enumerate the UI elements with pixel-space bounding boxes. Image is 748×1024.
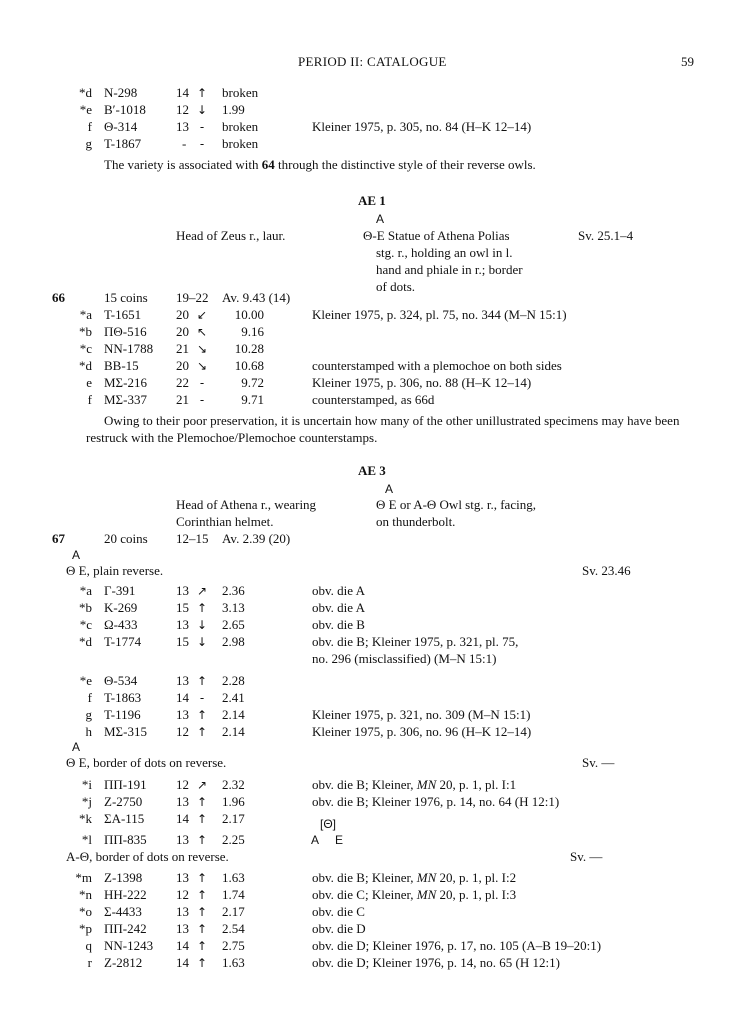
coin-weight: 2.41 [222, 690, 245, 705]
coin-note: obv. die D; Kleiner 1976, p. 14, no. 65 (H 12:1) [312, 955, 560, 970]
die-axis-icon: - [199, 376, 205, 390]
coin-mark: *b [79, 324, 92, 339]
coin-mark: g [85, 707, 92, 722]
coin-size: 13 [176, 673, 189, 688]
variety-note: The variety is associated with 64 through the distinctive style of their reverse owls. [104, 157, 536, 172]
coin-note: obv. die B [312, 617, 365, 632]
coin-weight: 2.65 [222, 617, 245, 632]
coin-id: Σ-4433 [104, 904, 142, 919]
die-axis-icon: - [199, 691, 205, 705]
coin-mark: *a [79, 307, 92, 322]
section-heading-ae3: AE 3 [358, 463, 386, 478]
coin-note: obv. die B; Kleiner 1976, p. 14, no. 64 (H 12:1) [312, 794, 560, 809]
die-axis-icon: ↑ [196, 674, 208, 688]
die-axis-icon: ↑ [196, 725, 208, 739]
coin-id: ΠΠ-835 [104, 832, 147, 847]
table-row [0, 870, 748, 886]
coin-note: Kleiner 1975, p. 324, pl. 75, no. 344 (M–N 15:1) [312, 307, 567, 322]
die-axis-icon: ↑ [196, 871, 208, 885]
coin-weight: 1.99 [222, 102, 245, 117]
coin-size: 20 [176, 358, 189, 373]
table-row [0, 375, 748, 391]
coin-size: 13 [176, 832, 189, 847]
page-number: 59 [681, 54, 694, 69]
coin-size: - [182, 136, 187, 151]
coin-size: 14 [176, 690, 189, 705]
table-row [0, 832, 748, 848]
die-axis-icon: - [199, 137, 205, 151]
coin-size: 14 [176, 955, 189, 970]
coin-size: 13 [176, 707, 189, 722]
average-weight: Av. 2.39 (20) [222, 531, 291, 546]
coin-weight: 10.00 [234, 307, 264, 322]
coin-weight: 2.14 [222, 724, 245, 739]
die-axis-icon: ↓ [196, 103, 208, 117]
die-axis-icon: ↑ [196, 922, 208, 936]
die-axis-icon: - [199, 120, 205, 134]
table-row [0, 136, 748, 152]
coin-id: Θ-534 [104, 673, 138, 688]
coin-mark: *m [75, 870, 92, 885]
coin-note: counterstamped with a plemochoe on both sides [312, 358, 562, 373]
table-row [0, 777, 748, 793]
table-row [0, 921, 748, 937]
coin-weight: 2.98 [222, 634, 245, 649]
coin-weight: 2.54 [222, 921, 245, 936]
coin-mark: *j [81, 794, 92, 809]
coin-id: Z-2812 [104, 955, 143, 970]
entry-number: 66 [52, 290, 65, 305]
coin-mark: *c [79, 617, 92, 632]
coin-mark: *l [81, 832, 92, 847]
coin-mark: *p [79, 921, 92, 936]
coin-size: 22 [176, 375, 189, 390]
coin-size: 21 [176, 392, 189, 407]
coin-size: 13 [176, 617, 189, 632]
die-axis-icon: ↘ [196, 342, 208, 356]
coin-note: obv. die A [312, 600, 365, 615]
monogram-top: A [376, 212, 385, 226]
reverse-line: of dots. [376, 279, 415, 294]
coin-mark: *k [79, 811, 92, 826]
svoronos-ref: Sv. — [582, 755, 615, 770]
coin-weight: 3.13 [222, 600, 245, 615]
table-row [0, 85, 748, 101]
coin-size: 13 [176, 119, 189, 134]
table-row [0, 583, 748, 599]
coin-weight: 10.28 [234, 341, 264, 356]
coin-size: 20 [176, 307, 189, 322]
coin-mark: *d [79, 634, 92, 649]
coin-note: obv. die D; Kleiner 1976, p. 17, no. 105 (A–B 19–20:1) [312, 938, 602, 953]
coin-size: 20 [176, 324, 189, 339]
coin-weight: 2.28 [222, 673, 245, 688]
page-title: PERIOD II: CATALOGUE [298, 54, 447, 69]
die-axis-icon: ↑ [196, 601, 208, 615]
coin-id: T-1651 [104, 307, 142, 322]
die-axis-icon: ↑ [196, 888, 208, 902]
group-label: Θ E, border of dots on reverse. [66, 755, 227, 770]
table-row [0, 794, 748, 810]
coin-size: 13 [176, 870, 189, 885]
die-axis-icon: ↘ [196, 359, 208, 373]
monogram-top: [Θ] [320, 817, 337, 831]
coin-mark: *b [79, 600, 92, 615]
coin-size: 21 [176, 341, 189, 356]
coin-note: Kleiner 1975, p. 306, no. 88 (H–K 12–14) [312, 375, 532, 390]
coin-note: Kleiner 1975, p. 321, no. 309 (M–N 15:1) [312, 707, 531, 722]
coin-mark: *d [79, 85, 92, 100]
coin-mark: *n [79, 887, 92, 902]
die-axis-icon: ↑ [196, 708, 208, 722]
coin-note: obv. die B; Kleiner 1975, p. 321, pl. 75, [312, 634, 519, 649]
coin-note: Kleiner 1975, p. 306, no. 96 (H–K 12–14) [312, 724, 532, 739]
die-axis-icon: ↑ [196, 905, 208, 919]
coin-note: obv. die D [312, 921, 366, 936]
coin-note: Kleiner 1975, p. 305, no. 84 (H–K 12–14) [312, 119, 532, 134]
coin-mark: g [85, 136, 92, 151]
coin-weight: 2.36 [222, 583, 245, 598]
section-heading-ae1: AE 1 [358, 193, 386, 208]
reverse-line: Θ-E Statue of Athena Polias [363, 228, 510, 243]
obverse-description: Corinthian helmet. [176, 514, 274, 529]
coin-mark: *i [81, 777, 92, 792]
table-row [0, 324, 748, 340]
coin-weight: 2.14 [222, 707, 245, 722]
die-axis-icon: ↓ [196, 635, 208, 649]
coin-id: Ω-433 [104, 617, 138, 632]
coin-mark: f [87, 119, 92, 134]
coin-size: 13 [176, 921, 189, 936]
monogram-top: A [72, 740, 81, 754]
coin-id: T-1867 [104, 136, 142, 151]
die-axis-icon: ↗ [196, 778, 208, 792]
coin-size: 12 [176, 777, 189, 792]
coin-weight: 2.25 [222, 832, 245, 847]
group-label: Θ E, plain reverse. [66, 563, 164, 578]
coin-size: 15 [176, 600, 189, 615]
table-row [0, 811, 748, 827]
coin-id: MΣ-216 [104, 375, 147, 390]
die-axis-icon: ↑ [196, 833, 208, 847]
coin-id: ΠΠ-242 [104, 921, 147, 936]
coin-note: obv. die B; Kleiner, MN 20, p. 1, pl. I:1 [312, 777, 517, 792]
die-axis-icon: ↗ [196, 584, 208, 598]
monogram-top: A [72, 548, 81, 562]
coin-mark: *a [79, 583, 92, 598]
coin-size: 12 [176, 724, 189, 739]
paragraph-line: restruck with the Plemochoe/Plemochoe counterstamps. [86, 430, 378, 445]
table-row [0, 600, 748, 616]
table-row [0, 938, 748, 954]
die-axis-icon: ↙ [196, 308, 208, 322]
coin-id: Θ-314 [104, 119, 138, 134]
die-axis-icon: ↑ [196, 812, 208, 826]
coin-id: T-1196 [104, 707, 141, 722]
coin-mark: r [87, 955, 92, 970]
table-row [0, 690, 748, 706]
coin-size: 12 [176, 102, 189, 117]
coin-weight: 9.72 [241, 375, 264, 390]
coin-note: obv. die B; Kleiner, MN 20, p. 1, pl. I:2 [312, 870, 517, 885]
coin-note: counterstamped, as 66d [312, 392, 435, 407]
coin-id: NN-1243 [104, 938, 154, 953]
coin-weight: 9.16 [241, 324, 264, 339]
coin-size: 13 [176, 904, 189, 919]
average-weight: Av. 9.43 (14) [222, 290, 291, 305]
table-row [0, 358, 748, 374]
coin-mark: q [85, 938, 92, 953]
coin-weight: broken [222, 85, 259, 100]
die-axis-icon: ↑ [196, 86, 208, 100]
coin-weight: 1.96 [222, 794, 245, 809]
die-axis-icon: - [199, 393, 205, 407]
coin-size: 12 [176, 887, 189, 902]
coin-mark: *e [79, 102, 92, 117]
die-axis-icon: ↑ [196, 956, 208, 970]
die-axis-icon: ↖ [196, 325, 208, 339]
coin-note: obv. die C; Kleiner, MN 20, p. 1, pl. I:3 [312, 887, 517, 902]
coin-id: MΣ-337 [104, 392, 147, 407]
coin-count: 15 coins [104, 290, 148, 305]
coin-id: MΣ-315 [104, 724, 147, 739]
entry-number: 67 [52, 531, 65, 546]
table-row [0, 904, 748, 920]
coin-mark: *c [79, 341, 92, 356]
size-range: 12–15 [176, 531, 209, 546]
coin-id: ΣA-115 [104, 811, 145, 826]
coin-id: ΠΠ-191 [104, 777, 147, 792]
coin-size: 13 [176, 794, 189, 809]
group-label: A-Θ, border of dots on reverse. [66, 849, 229, 864]
coin-mark: e [86, 375, 92, 390]
coin-weight: 1.63 [222, 955, 245, 970]
coin-id: NN-1788 [104, 341, 154, 356]
coin-mark: *o [79, 904, 92, 919]
reverse-line: hand and phiale in r.; border [376, 262, 523, 277]
monogram-bottom: A E [311, 833, 344, 847]
svoronos-ref: Sv. — [570, 849, 603, 864]
table-row [0, 617, 748, 633]
table-row [0, 673, 748, 689]
coin-weight: broken [222, 136, 259, 151]
coin-mark: h [85, 724, 92, 739]
coin-id: BB-15 [104, 358, 139, 373]
coin-mark: f [87, 392, 92, 407]
coin-id: B′-1018 [104, 102, 146, 117]
reverse-line: stg. r., holding an owl in l. [376, 245, 513, 260]
coin-note: obv. die A [312, 583, 365, 598]
coin-size: 15 [176, 634, 189, 649]
coin-weight: 2.17 [222, 811, 245, 826]
entry-header [0, 290, 748, 306]
table-row [0, 341, 748, 357]
coin-id: Z-1398 [104, 870, 143, 885]
monogram-top: A [385, 482, 394, 496]
table-row [0, 724, 748, 740]
die-axis-icon: ↑ [196, 795, 208, 809]
die-axis-icon: ↑ [196, 939, 208, 953]
coin-weight: 2.17 [222, 904, 245, 919]
table-row [0, 955, 748, 971]
table-row [0, 307, 748, 323]
coin-weight: 2.32 [222, 777, 245, 792]
coin-mark: f [87, 690, 92, 705]
coin-weight: 1.74 [222, 887, 245, 902]
coin-id: ΠΘ-516 [104, 324, 147, 339]
coin-weight: 10.68 [234, 358, 264, 373]
obverse-description: Head of Zeus r., laur. [176, 228, 286, 243]
coin-weight: 2.75 [222, 938, 245, 953]
svoronos-ref: Sv. 25.1–4 [578, 228, 634, 243]
coin-id: HH-222 [104, 887, 147, 902]
coin-note-continued: no. 296 (misclassified) (M–N 15:1) [312, 651, 497, 666]
table-row [0, 102, 748, 118]
coin-id: T-1774 [104, 634, 142, 649]
coin-mark: *e [79, 673, 92, 688]
coin-count: 20 coins [104, 531, 148, 546]
coin-size: 14 [176, 811, 189, 826]
coin-id: Z-2750 [104, 794, 143, 809]
svoronos-ref: Sv. 23.46 [582, 563, 631, 578]
coin-id: T-1863 [104, 690, 142, 705]
table-row [0, 634, 748, 650]
paragraph-line: Owing to their poor preservation, it is uncertain how many of the other unillustrated specimens may have been [104, 413, 680, 428]
coin-weight: 1.63 [222, 870, 245, 885]
die-axis-icon: ↓ [196, 618, 208, 632]
coin-weight: broken [222, 119, 259, 134]
table-row [0, 392, 748, 408]
table-row [0, 119, 748, 135]
reverse-line: Θ E or A-Θ Owl stg. r., facing, [376, 497, 536, 512]
coin-id: K-269 [104, 600, 138, 615]
entry-header [0, 531, 748, 547]
table-row [0, 707, 748, 723]
table-row [0, 887, 748, 903]
coin-size: 14 [176, 938, 189, 953]
coin-weight: 9.71 [241, 392, 264, 407]
coin-size: 14 [176, 85, 189, 100]
coin-mark: *d [79, 358, 92, 373]
coin-note: obv. die C [312, 904, 365, 919]
obverse-description: Head of Athena r., wearing [176, 497, 317, 512]
size-range: 19–22 [176, 290, 209, 305]
reverse-line: on thunderbolt. [376, 514, 456, 529]
coin-size: 13 [176, 583, 189, 598]
coin-id: Γ-391 [104, 583, 136, 598]
coin-id: N-298 [104, 85, 138, 100]
